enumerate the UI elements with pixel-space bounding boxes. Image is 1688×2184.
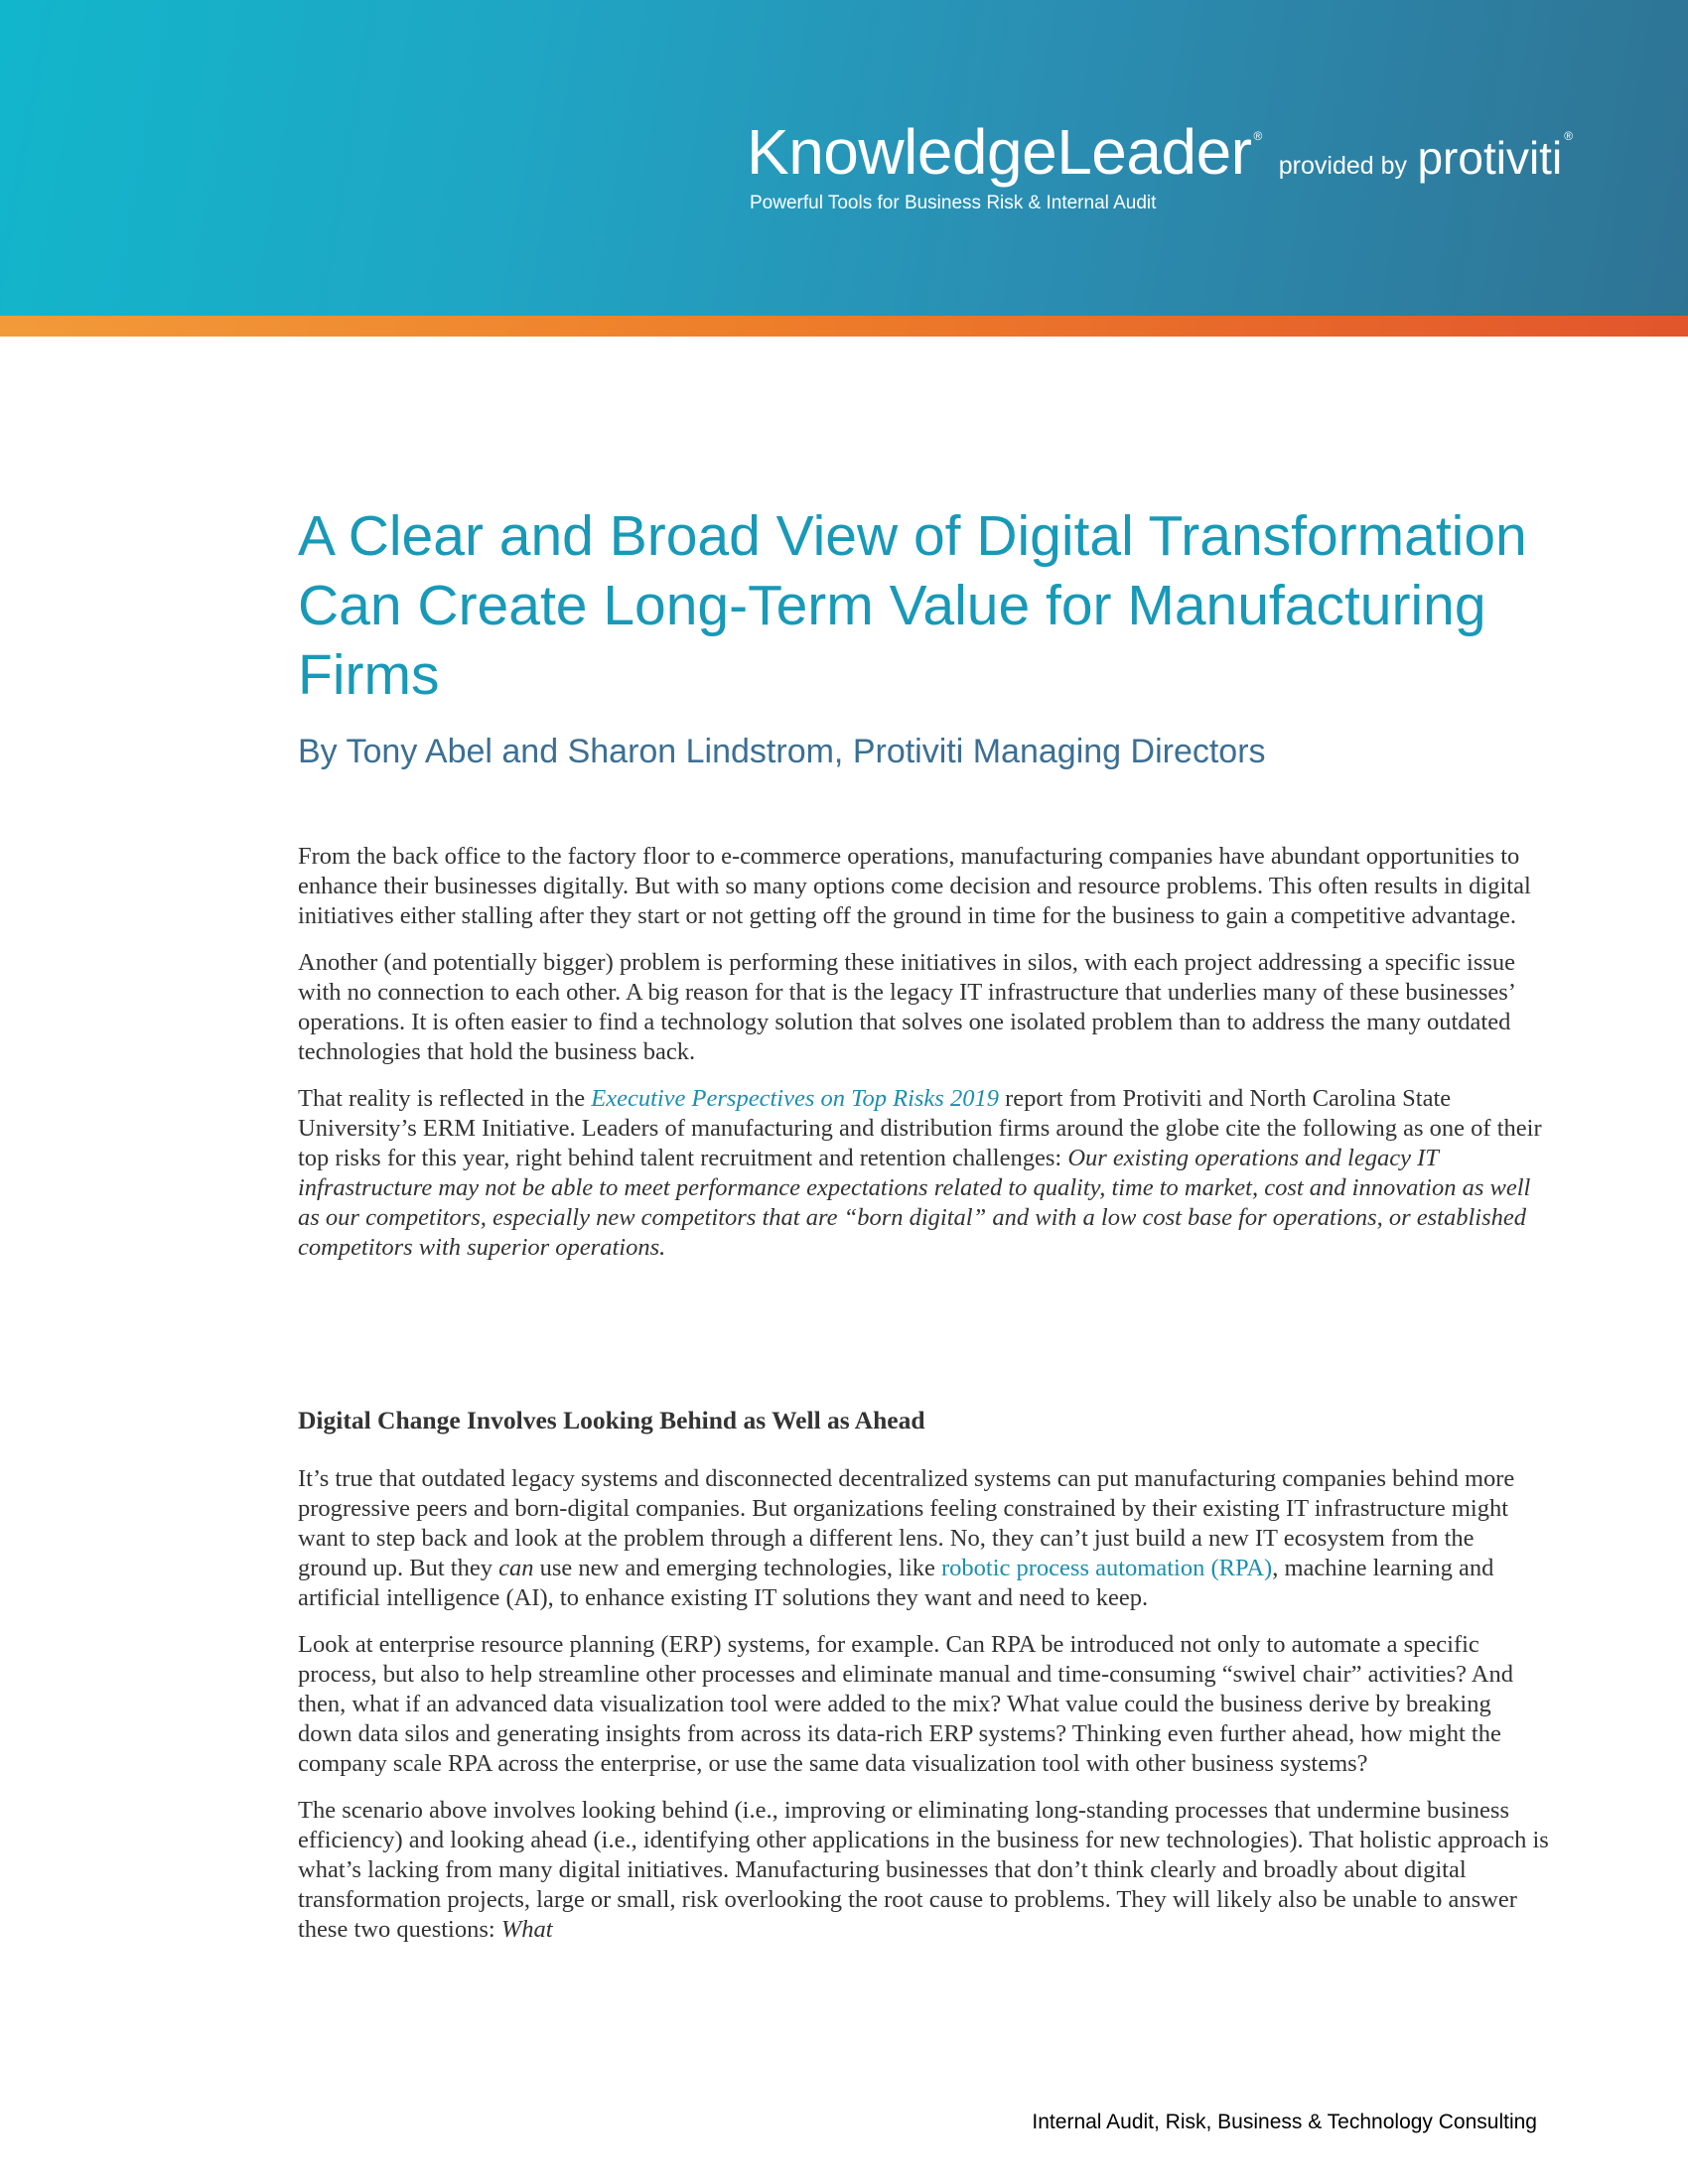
header-accent-stripe: [0, 316, 1688, 337]
article-section: [298, 1464, 1549, 1962]
paragraph-3-quote: Our existing operations and legacy IT infrastructure may not be able to meet performance expectations related to quality, time to market, cost and innovation as well as our competitors, especially new competitors that are “born digital” and with a low cost base for operations, or established competitors with superior operations.: [298, 1145, 1531, 1261]
paragraph-4-text-a: It’s true that outdated legacy systems and disconnected decentralized systems can put manufacturing companies behind more progressive peers and born-digital companies. But organizations feeling constrained by their existing IT infrastructure might want to step back and look at the problem through a different lens. No, they can’t just build a new IT ecosystem from the ground up. But they: [298, 1465, 1515, 1581]
knowledgeleader-logo[interactable]: [747, 115, 1574, 189]
paragraph-6: [298, 1796, 1549, 1945]
paragraph-3: [298, 1084, 1549, 1263]
paragraph-3-text-b: report from Protiviti and North Carolina State University’s ERM Initiative. Leaders of manufacturing and distribution firms around the globe cite the following as one of their top risks for this year, right behind talent recruitment and retention challenges:: [298, 1085, 1542, 1171]
paragraph-6-text: The scenario above involves looking behind (i.e., improving or eliminating long-standing processes that undermine business efficiency) and looking ahead (i.e., identifying other applications in the business for new technologies). That holistic approach is what’s lacking from many digital initiatives. Manufacturing businesses that don’t think clearly and broadly about digital transformation projects, large or small, risk overlooking the root cause to problems. They will likely also be unable to answer these two questions:: [298, 1797, 1549, 1943]
brand-name: KnowledgeLeader: [747, 116, 1252, 188]
protiviti-wordmark: protiviti: [1417, 132, 1563, 184]
page-footer: Internal Audit, Risk, Business & Technology Consulting: [1032, 2111, 1537, 2133]
top-risks-report-link[interactable]: [591, 1085, 999, 1112]
paragraph-4-text-b: use new and emerging technologies, like: [533, 1555, 941, 1581]
section-heading: Digital Change Involves Looking Behind as Well as Ahead: [298, 1406, 925, 1434]
paragraph-5: Look at enterprise resource planning (ERP) systems, for example. Can RPA be introduced not only to automate a specific process, but also to help streamline other processes and eliminate manual and time-consuming “swivel chair” activities? And then, what if an advanced data visualization tool were added to the mix? What value could the business derive by breaking down data silos and generating insights from across its data-rich ERP systems? Thinking even further ahead, how might the company scale RPA across the enterprise, or use the same data visualization tool with other business systems?: [298, 1631, 1513, 1777]
paragraph-6-emphasis: What: [500, 1916, 553, 1943]
paragraph-3-text-a: That reality is reflected in the: [298, 1085, 592, 1112]
provided-by-label: provided by: [1278, 152, 1408, 180]
rpa-link[interactable]: robotic process automation (RPA): [941, 1555, 1273, 1581]
paragraph-4-emphasis: can: [498, 1555, 534, 1581]
article-title: A Clear and Broad View of Digital Transformation Can Create Long-Term Value for Manufacturing Firms: [298, 504, 1527, 707]
brand-tagline: Powerful Tools for Business Risk & Internal Audit: [750, 193, 1157, 213]
article-byline: By Tony Abel and Sharon Lindstrom, Protiviti Managing Directors: [298, 733, 1266, 770]
registered-mark: ®: [1253, 129, 1263, 143]
paragraph-4: [298, 1464, 1549, 1613]
top-risks-report-link-text: Executive Perspectives on Top Risks 2019: [591, 1085, 999, 1112]
paragraph-4-text-c: , machine learning and artificial intelligence (AI), to enhance existing IT solutions they want and need to keep.: [298, 1555, 1494, 1611]
paragraph-1: From the back office to the factory floor to e-commerce operations, manufacturing companies have abundant opportunities to enhance their businesses digitally. But with so many options come decision and resource problems. This often results in digital initiatives either stalling after they start or not getting off the ground in time for the business to gain a competitive advantage.: [298, 843, 1531, 929]
registered-mark-2: ®: [1564, 129, 1574, 143]
paragraph-2: Another (and potentially bigger) problem is performing these initiatives in silos, with each project addressing a specific issue with no connection to each other. A big reason for that is the legacy IT infrastructure that underlies many of these businesses’ operations. It is often easier to find a technology solution that solves one isolated problem than to address the many outdated technologies that hold the business back.: [298, 949, 1516, 1065]
article-intro: [298, 842, 1549, 1280]
